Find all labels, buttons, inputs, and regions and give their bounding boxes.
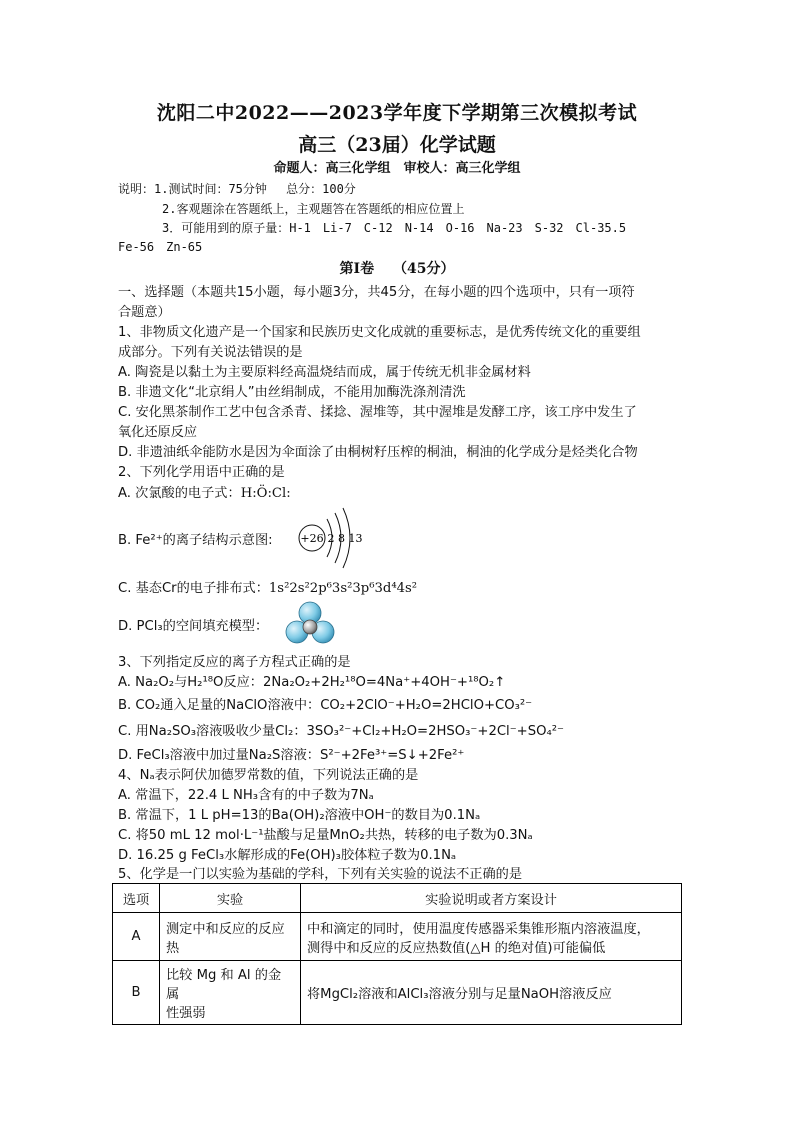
- q1-option-c-2: 氧化还原反应: [118, 425, 198, 440]
- fe-ion-structure-diagram: [297, 507, 377, 569]
- q1-option-d: D. 非遗油纸伞能防水是因为伞面涂了由桐树籽压榨的桐油，桐油的化学成分是烃类化合物: [118, 445, 638, 460]
- q4-option-b: B. 常温下，1 L pH=13的Ba(OH)₂溶液中OH⁻的数目为0.1Nₐ: [118, 808, 481, 823]
- q4-stem: 4、Nₐ表示阿伏加德罗常数的值，下列说法正确的是: [118, 768, 419, 783]
- table-header-option: 选项: [113, 884, 160, 913]
- intro-line-2: 合题意）: [118, 305, 171, 320]
- q3-option-a: A. Na₂O₂与H₂¹⁸O反应：2Na₂O₂+2H₂¹⁸O=4Na⁺+4OH⁻+¹⁸O₂↑: [118, 675, 506, 690]
- exam-subtitle: 高三（23届）化学试题: [298, 134, 496, 156]
- intro-line-1: 一、选择题（本题共15小题，每小题3分，共45分，在每小题的四个选项中，只有一项符: [118, 285, 635, 300]
- q3-option-d: D. FeCl₃溶液中加过量Na₂S溶液：S²⁻+2Fe³⁺=S↓+2Fe²⁺: [118, 748, 465, 763]
- q2-d-label: D. PCl₃的空间填充模型：: [118, 619, 269, 634]
- table-cell-option: B: [113, 961, 160, 1025]
- table-header-experiment: 实验: [160, 884, 301, 913]
- q1-stem-1: 1、非物质文化遗产是一个国家和民族历史文化成就的重要标志，是优秀传统文化的重要组: [118, 325, 641, 340]
- exam-title: 沈阳二中2022——2023学年度下学期第三次模拟考试: [156, 102, 638, 124]
- table-cell-experiment: [160, 913, 301, 961]
- cell-text: 测定中和反应的反应: [166, 921, 285, 937]
- section-title: 第Ⅰ卷 （45分）: [339, 261, 455, 277]
- table-cell-description: [301, 913, 682, 961]
- q4-option-d: D. 16.25 g FeCl₃水解形成的Fe(OH)₃胶体粒子数为0.1Nₐ: [118, 848, 457, 863]
- cell-text: 性强弱: [166, 1006, 206, 1021]
- q2-stem: 2、下列化学用语中正确的是: [118, 465, 285, 480]
- nucleus-charge: +26: [300, 532, 324, 545]
- q1-option-a: A. 陶瓷是以黏土为主要原料经高温烧结而成，属于传统无机非金属材料: [118, 365, 531, 380]
- q3-stem: 3、下列指定反应的离子方程式正确的是: [118, 655, 351, 670]
- note-1: 说明：1.测试时间：75分钟 总分：100分: [118, 182, 356, 196]
- table-cell-option: A: [113, 913, 160, 961]
- q2-a-label: A. 次氯酸的电子式：: [118, 486, 241, 501]
- cell-text: 热: [166, 940, 180, 956]
- q2-c-label: C. 基态Cr的电子排布式：: [118, 581, 269, 596]
- q5-stem: 5、化学是一门以实验为基础的学科，下列有关实验的说法不正确的是: [118, 867, 523, 882]
- note-4: Fe-56 Zn-65: [118, 240, 203, 254]
- note-3: 3．可能用到的原子量：H-1 Li-7 C-12 N-14 O-16 Na-23 S-32 Cl-35.5: [162, 221, 627, 235]
- q3-option-c: C. 用Na₂SO₃溶液吸收少量Cl₂：3SO₃²⁻+Cl₂+H₂O=2HSO₃⁻+2Cl⁻+SO₄²⁻: [118, 724, 564, 739]
- q1-option-c-1: C. 安化黑茶制作工艺中包含杀青、揉捻、渥堆等，其中渥堆是发酵工序，该工序中发生了: [118, 405, 637, 420]
- q2-option-c: [118, 577, 417, 596]
- table-cell-description: [301, 961, 682, 1025]
- authors-line: 命题人：高三化学组 审校人：高三化学组: [273, 161, 521, 176]
- cell-text: 中和滴定的同时，使用温度传感器采集锥形瓶内溶液温度，: [307, 921, 650, 937]
- q3-option-b: B. CO₂通入足量的NaClO溶液中：CO₂+2ClO⁻+H₂O=2HClO+CO₃²⁻: [118, 698, 533, 713]
- table-cell-experiment: [160, 961, 301, 1025]
- cell-text: 比较 Mg 和 Al 的金属: [166, 968, 282, 1002]
- q2-option-a: [118, 482, 291, 501]
- hclo-electron-formula: H:Ö:Cl:: [240, 486, 291, 501]
- q2-option-b: [118, 529, 273, 548]
- cell-text: 测得中和反应的反应热数值(△H 的绝对值)可能偏低: [307, 940, 606, 956]
- q2-option-d: [118, 615, 268, 634]
- note-2: 2.客观题涂在答题纸上，主观题答在答题纸的相应位置上: [162, 202, 465, 216]
- q5-experiment-table: [112, 883, 682, 1025]
- table-row: [113, 913, 682, 961]
- table-row: [113, 961, 682, 1025]
- pcl3-space-filling-model-icon: [284, 600, 336, 648]
- q4-option-c: C. 将50 mL 12 mol·L⁻¹盐酸与足量MnO₂共热，转移的电子数为0.3Nₐ: [118, 828, 533, 843]
- cell-text: 将MgCl₂溶液和AlCl₃溶液分别与足量NaOH溶液反应: [307, 987, 612, 1002]
- electron-shells: 2 8 13: [327, 532, 363, 545]
- cr-electron-config: 1s²2s²2p⁶3s²3p⁶3d⁴4s²: [268, 581, 418, 596]
- table-header-description: 实验说明或者方案设计: [301, 884, 682, 913]
- q1-stem-2: 成部分。下列有关说法错误的是: [118, 345, 303, 360]
- q1-option-b: B. 非遗文化“北京绢人”由丝绢制成，不能用加酶洗涤剂清洗: [118, 385, 466, 400]
- q4-option-a: A. 常温下，22.4 L NH₃含有的中子数为7Nₐ: [118, 788, 374, 803]
- table-header-row: [113, 884, 682, 913]
- q2-b-label: B. Fe²⁺的离子结构示意图:: [118, 533, 273, 548]
